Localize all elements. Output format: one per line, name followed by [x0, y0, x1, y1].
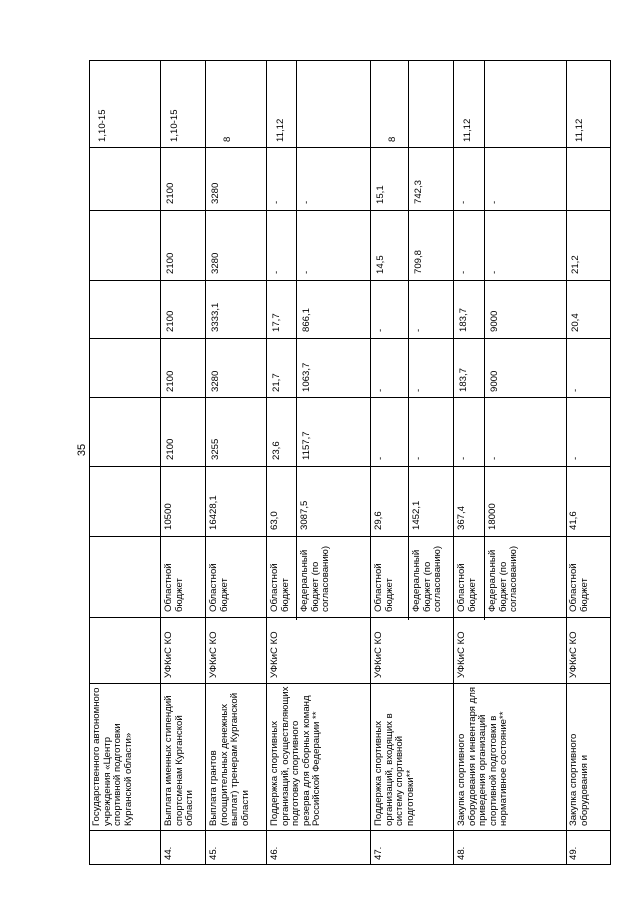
row-name: Закупка спортивного оборудования и инвентаря для приведения организаций спортивной подготовки в нормативное состояние**: [456, 686, 510, 826]
funding-source: Областной бюджет: [269, 563, 291, 612]
amount-year-3: 3333,1: [210, 302, 221, 332]
row-name: Поддержка спортивных организаций, входящих в систему спортивной подготовки**: [373, 713, 416, 826]
amount-year-1: -: [489, 456, 500, 460]
row-number: 48.: [456, 846, 467, 860]
column-separator: [89, 466, 611, 467]
indicator-numbers: 8: [387, 136, 398, 142]
column-separator: [89, 397, 611, 398]
amount-total: 41,6: [568, 511, 579, 530]
indicator-numbers: 11,12: [275, 118, 286, 142]
amount-year-5: 2100: [165, 182, 176, 204]
column-separator: [89, 147, 611, 148]
funding-source: Федеральный бюджет (по согласованию): [299, 545, 332, 612]
table-border-left: [89, 60, 90, 865]
amount-total: 29,6: [373, 511, 384, 530]
amount-year-2: 3280: [210, 370, 221, 392]
amount-year-3: -: [413, 328, 424, 332]
amount-year-5: -: [301, 200, 312, 204]
amount-year-3: 866,1: [301, 307, 312, 332]
amount-year-3: -: [375, 328, 386, 332]
indicator-numbers: 1,10-15: [97, 109, 108, 142]
funding-source: Областной бюджет: [568, 563, 590, 612]
amount-total: 16428,1: [208, 495, 219, 530]
amount-year-5: -: [271, 200, 282, 204]
funding-source: Областной бюджет: [208, 563, 230, 612]
sub-row-separator: [296, 60, 297, 620]
amount-year-5: 742,3: [413, 179, 424, 204]
amount-year-4: 3280: [210, 252, 221, 274]
row-name: Государственного автономного учреждения «Центр спортивной подготовки Курганской области»: [91, 687, 134, 826]
amount-total: 1452,1: [411, 500, 422, 530]
table-border-bottom: [89, 864, 611, 865]
amount-year-1: -: [458, 456, 469, 460]
amount-year-2: 21,7: [271, 373, 282, 392]
page-number: 35: [76, 443, 88, 457]
row-number: 46.: [269, 846, 280, 860]
amount-year-5: 15,1: [375, 185, 386, 204]
row-separator: [566, 60, 567, 865]
funding-source: Областной бюджет: [373, 563, 395, 612]
amount-year-1: 3255: [210, 438, 221, 460]
indicator-numbers: 11,12: [462, 118, 473, 142]
table-border-right: [610, 60, 611, 865]
indicator-numbers: 1,10-15: [169, 109, 180, 142]
row-executor: УФКиС КО: [373, 631, 384, 678]
row-executor: УФКиС КО: [208, 631, 219, 678]
amount-year-5: -: [489, 200, 500, 204]
row-number: 47.: [373, 846, 384, 860]
amount-year-1: -: [375, 456, 386, 460]
row-number: 49.: [568, 846, 579, 860]
funding-source: Областной бюджет: [163, 563, 185, 612]
amount-year-4: 21,2: [570, 255, 581, 274]
amount-year-2: 2100: [165, 370, 176, 392]
funding-source: Федеральный бюджет (по согласованию): [411, 545, 444, 612]
amount-year-2: -: [570, 388, 581, 392]
indicator-numbers: 11,12: [574, 118, 585, 142]
column-separator: [89, 536, 611, 537]
amount-total: 3087,5: [299, 500, 310, 530]
amount-total: 63,0: [269, 511, 280, 530]
amount-year-5: 3280: [210, 182, 221, 204]
amount-year-1: -: [413, 456, 424, 460]
row-name: Выплата именных стипендий спортсменам Курганской области: [163, 695, 196, 826]
amount-year-4: 2100: [165, 252, 176, 274]
amount-year-2: 183,7: [458, 367, 469, 392]
row-separator: [370, 60, 371, 865]
amount-year-5: -: [458, 200, 469, 204]
amount-year-4: -: [458, 270, 469, 274]
amount-year-2: 1063,7: [301, 362, 312, 392]
row-executor: УФКиС КО: [568, 631, 579, 678]
row-number: 45.: [208, 846, 219, 860]
amount-year-4: -: [271, 270, 282, 274]
row-name: Выплата грантов (поощрительных денежных выплат) тренерам Курганской области: [208, 692, 251, 826]
table-border-top: [89, 60, 611, 61]
amount-year-3: 2100: [165, 310, 176, 332]
amount-year-2: -: [413, 388, 424, 392]
amount-year-1: -: [570, 456, 581, 460]
amount-year-2: -: [375, 388, 386, 392]
amount-year-2: 9000: [489, 370, 500, 392]
row-number: 44.: [163, 846, 174, 860]
amount-year-4: -: [489, 270, 500, 274]
sub-row-separator: [484, 60, 485, 620]
amount-total: 367,4: [456, 505, 467, 530]
row-executor: УФКиС КО: [163, 631, 174, 678]
row-separator: [205, 60, 206, 865]
funding-source: Федеральный бюджет (по согласованию): [487, 545, 520, 612]
row-separator: [266, 60, 267, 865]
row-executor: УФКиС КО: [269, 631, 280, 678]
amount-total: 18000: [487, 503, 498, 530]
row-separator: [453, 60, 454, 865]
amount-year-4: 709,8: [413, 249, 424, 274]
funding-source: Областной бюджет: [456, 563, 478, 612]
amount-year-1: 1157,7: [301, 431, 312, 460]
amount-year-3: 9000: [489, 310, 500, 332]
indicator-numbers: 8: [222, 136, 233, 142]
amount-year-3: 20,4: [570, 313, 581, 332]
column-separator: [89, 210, 611, 211]
sub-row-separator: [408, 60, 409, 620]
row-name: Закупка спортивного оборудования и: [568, 733, 590, 826]
row-name: Поддержка спортивных организаций, осуществляющих подготовку спортивного резерва для сборных команд Российской Федерации **: [269, 686, 323, 826]
amount-total: 10500: [163, 503, 174, 530]
amount-year-4: 14,5: [375, 255, 386, 274]
row-executor: УФКиС КО: [456, 631, 467, 678]
amount-year-1: 2100: [165, 438, 176, 460]
amount-year-3: 17,7: [271, 313, 282, 332]
row-separator: [160, 60, 161, 865]
amount-year-1: 23,6: [271, 441, 282, 460]
column-separator: [89, 683, 611, 684]
amount-year-3: 183,7: [458, 307, 469, 332]
amount-year-4: -: [301, 270, 312, 274]
